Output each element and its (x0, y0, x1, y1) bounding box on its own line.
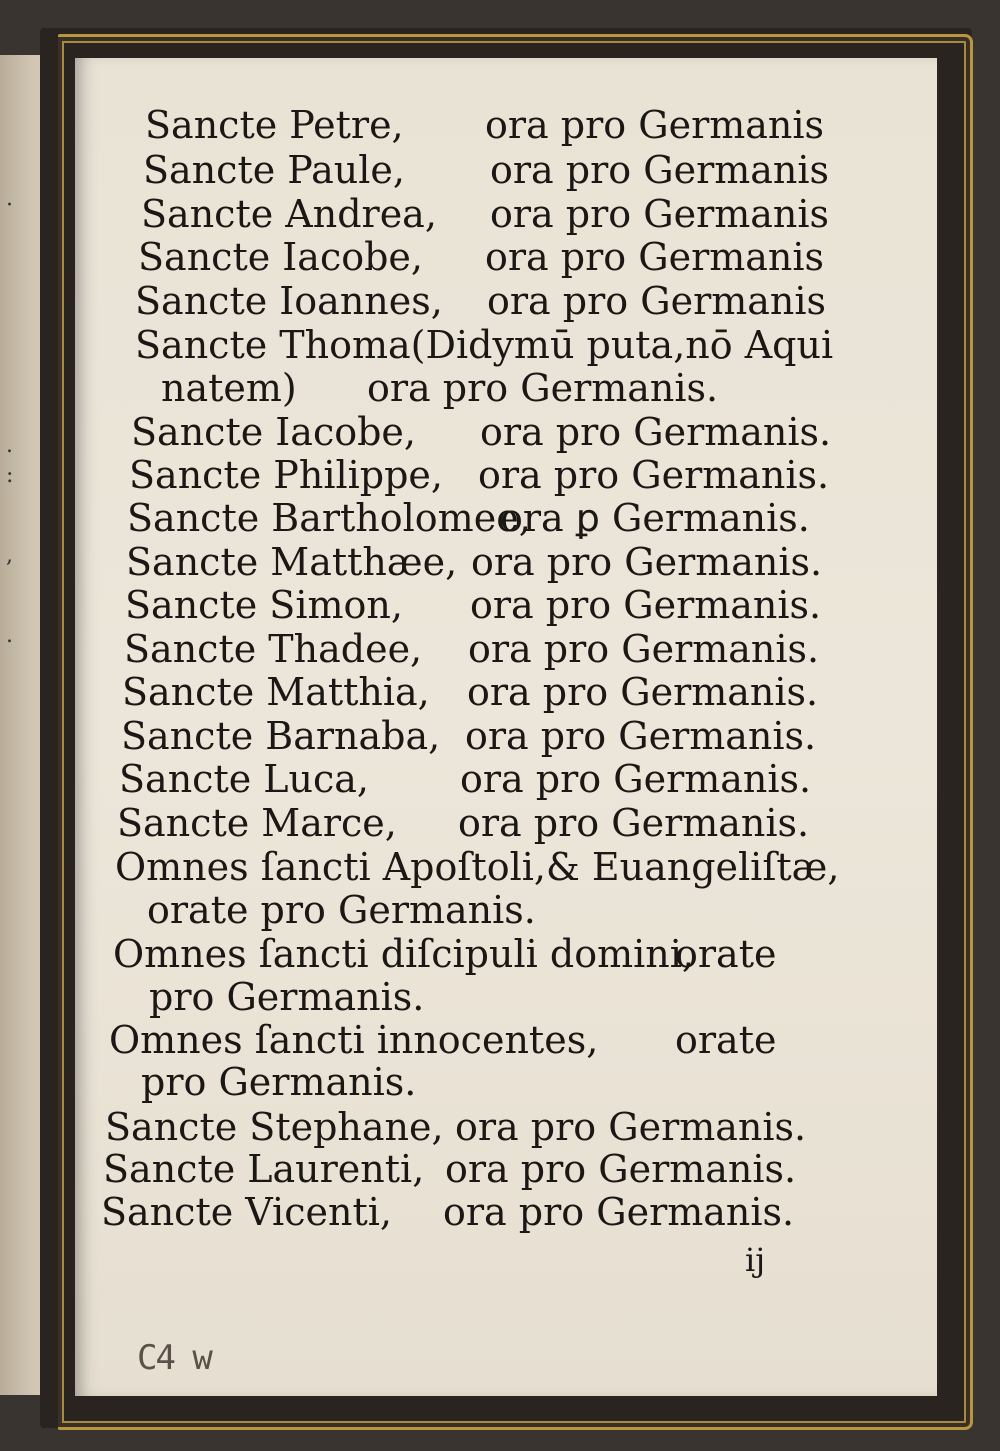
litany-line-invocation: pro Germanis. (149, 975, 425, 1019)
litany-line-response: ora pro Germanis. (465, 714, 817, 758)
litany-line-invocation: Omnes ſancti Apoſtoli,& Euangeliſtæ, (115, 845, 840, 889)
litany-line-invocation: Sancte Luca, (119, 757, 370, 801)
litany-line-invocation: Sancte Thoma(Didymū puta,nō Aqui (135, 323, 834, 367)
litany-line-invocation: Sancte Simon, (125, 583, 403, 627)
litany-line-invocation: Sancte Matthia, (122, 670, 430, 714)
litany-line-invocation: Sancte Andrea, (141, 192, 437, 236)
litany-line-response: orate (675, 932, 777, 976)
litany-line-response: ora pro Germanis. (455, 1105, 807, 1149)
litany-line-response: ora pro Germanis (485, 103, 825, 147)
litany-line-invocation: Sancte Iacobe, (138, 235, 423, 279)
litany-line-invocation: Sancte Iacobe, (131, 410, 416, 454)
litany-line-invocation: Sancte Bartholomee, (127, 496, 531, 540)
litany-line-invocation: Sancte Vicenti, (101, 1190, 392, 1234)
litany-line-response: ora pro Germanis. (460, 757, 812, 801)
litany-line-invocation: Sancte Philippe, (129, 453, 444, 497)
litany-line-response: ora pro Germanis. (480, 410, 832, 454)
litany-line-response: ora pro Germanis (490, 148, 830, 192)
litany-line-invocation: Sancte Thadee, (124, 627, 423, 671)
litany-line-invocation: Sancte Stephane, (105, 1105, 444, 1149)
litany-line-response: ora pro Germanis (487, 279, 827, 323)
litany-line-invocation: Omnes ſancti diſcipuli domini, (113, 932, 694, 976)
litany-line-response: ora pro Germanis. (470, 583, 822, 627)
litany-line-response: orate (675, 1018, 777, 1062)
litany-line-invocation: Sancte Paule, (143, 148, 405, 192)
litany-line-response: ora pro Germanis. (467, 670, 819, 714)
litany-line-response: ora pro Germanis. (478, 453, 830, 497)
book-page (75, 58, 937, 1396)
litany-line-invocation: natem) (161, 366, 297, 410)
litany-line-invocation: orate pro Germanis. (147, 888, 536, 932)
litany-line-response: ora pro Germanis. (468, 627, 820, 671)
litany-line-response: ora pro Germanis (490, 192, 830, 236)
litany-line-invocation: Sancte Barnaba, (121, 714, 441, 758)
litany-line-invocation: pro Germanis. (141, 1060, 417, 1104)
litany-line-invocation: Sancte Matthæe, (126, 540, 458, 584)
litany-line-invocation: Sancte Marce, (117, 801, 397, 845)
litany-line-response: ora ꝑ Germanis. (500, 496, 810, 540)
litany-line-response: ora pro Germanis (485, 235, 825, 279)
margin-note: C4 w (137, 1338, 211, 1378)
left-page-edge: · . : , . (0, 55, 78, 1395)
litany-line-invocation: Sancte Ioannes, (135, 279, 443, 323)
litany-line-invocation: Omnes ſancti innocentes, (109, 1018, 599, 1062)
litany-line-response: ora pro Germanis. (445, 1147, 797, 1191)
litany-line-response: ora pro Germanis. (458, 801, 810, 845)
litany-line-invocation: Sancte Petre, (145, 103, 404, 147)
litany-line-response: ora pro Germanis. (471, 540, 823, 584)
signature-mark: ij (745, 1241, 766, 1279)
litany-line-response: ora pro Germanis. (443, 1190, 795, 1234)
litany-line-invocation: Sancte Laurenti, (103, 1147, 425, 1191)
litany-line-response: ora pro Germanis. (367, 366, 719, 410)
